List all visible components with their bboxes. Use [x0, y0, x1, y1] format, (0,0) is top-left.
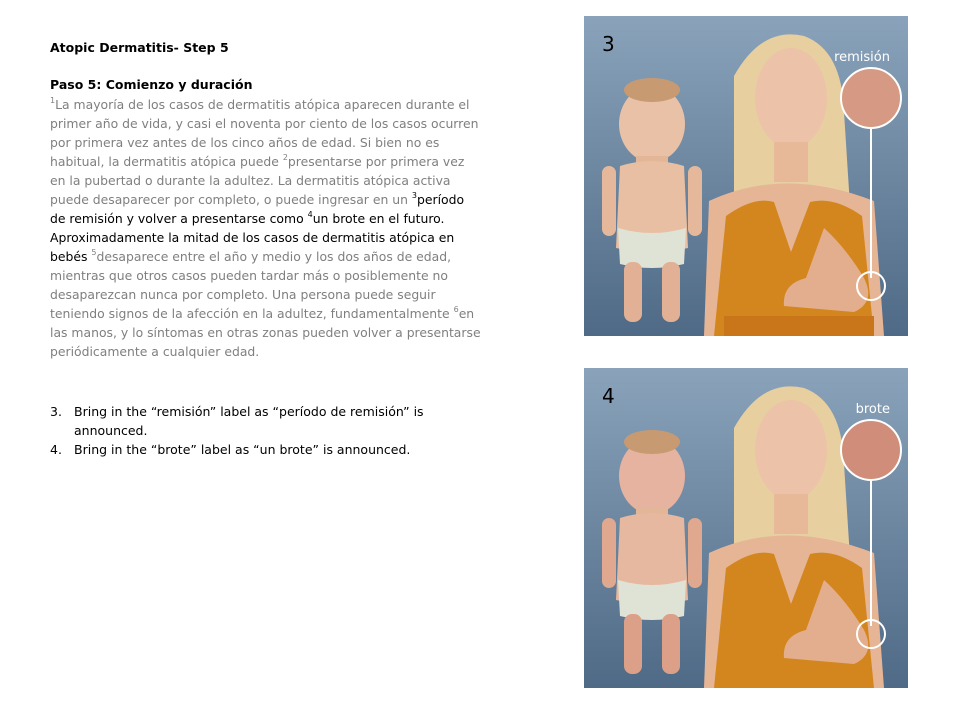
panel-number: 4: [602, 384, 615, 408]
illustration-panel-remision: [584, 16, 908, 336]
text-segment-4: $^4$un brote en el futuro. Aproximadamente la mitad de los casos de dermatitis atópica en bebés: [50, 209, 455, 264]
text-segment-6: $^6$en las manos, y lo síntomas en otras zonas pueden volver a presentarse periódicamente a cualquier edad.: [50, 304, 481, 359]
text-segment-1: $^1$La mayoría de los casos de dermatitis atópica aparecen durante el primer año de vida, y casi el noventa por ciento de los casos ocurren por primera vez antes de los cinco años de edad. Si bien no es habitual, la dermatitis atópica puede: [50, 95, 479, 169]
slide-title: Atopic Dermatitis- Step 5: [50, 40, 229, 55]
steps-list: [50, 402, 490, 459]
text-segment-3: $^3$período de remisión y volver a presentarse como: [50, 190, 465, 226]
text-segment-5: $^5$desaparece entre el año y medio y los dos años de edad, mientras que otros casos pueden tardar más o posiblemente no desaparezcan nunca por completo. Una persona puede seguir teniendo signos de la afección en la adultez, fundamentalmente: [50, 247, 454, 321]
panel-number: 3: [602, 32, 615, 56]
panel-label-remision: remisión: [834, 50, 890, 65]
section-heading: Paso 5: Comienzo y duración: [50, 77, 253, 92]
body-paragraph: [50, 95, 482, 361]
illustration-panel-brote: [584, 368, 908, 688]
step-item: 4. Bring in the “brote” label as “un brote” is announced.: [50, 442, 411, 457]
text-segment-2: $^2$presentarse por primera vez en la pubertad o durante la adultez. La dermatitis atópica activa puede desaparecer por completo, o puede ingresar en un: [50, 152, 465, 207]
step-item: 3. Bring in the “remisión” label as “período de remisión” is announced.: [50, 404, 424, 438]
panel-label-brote: brote: [855, 402, 890, 417]
